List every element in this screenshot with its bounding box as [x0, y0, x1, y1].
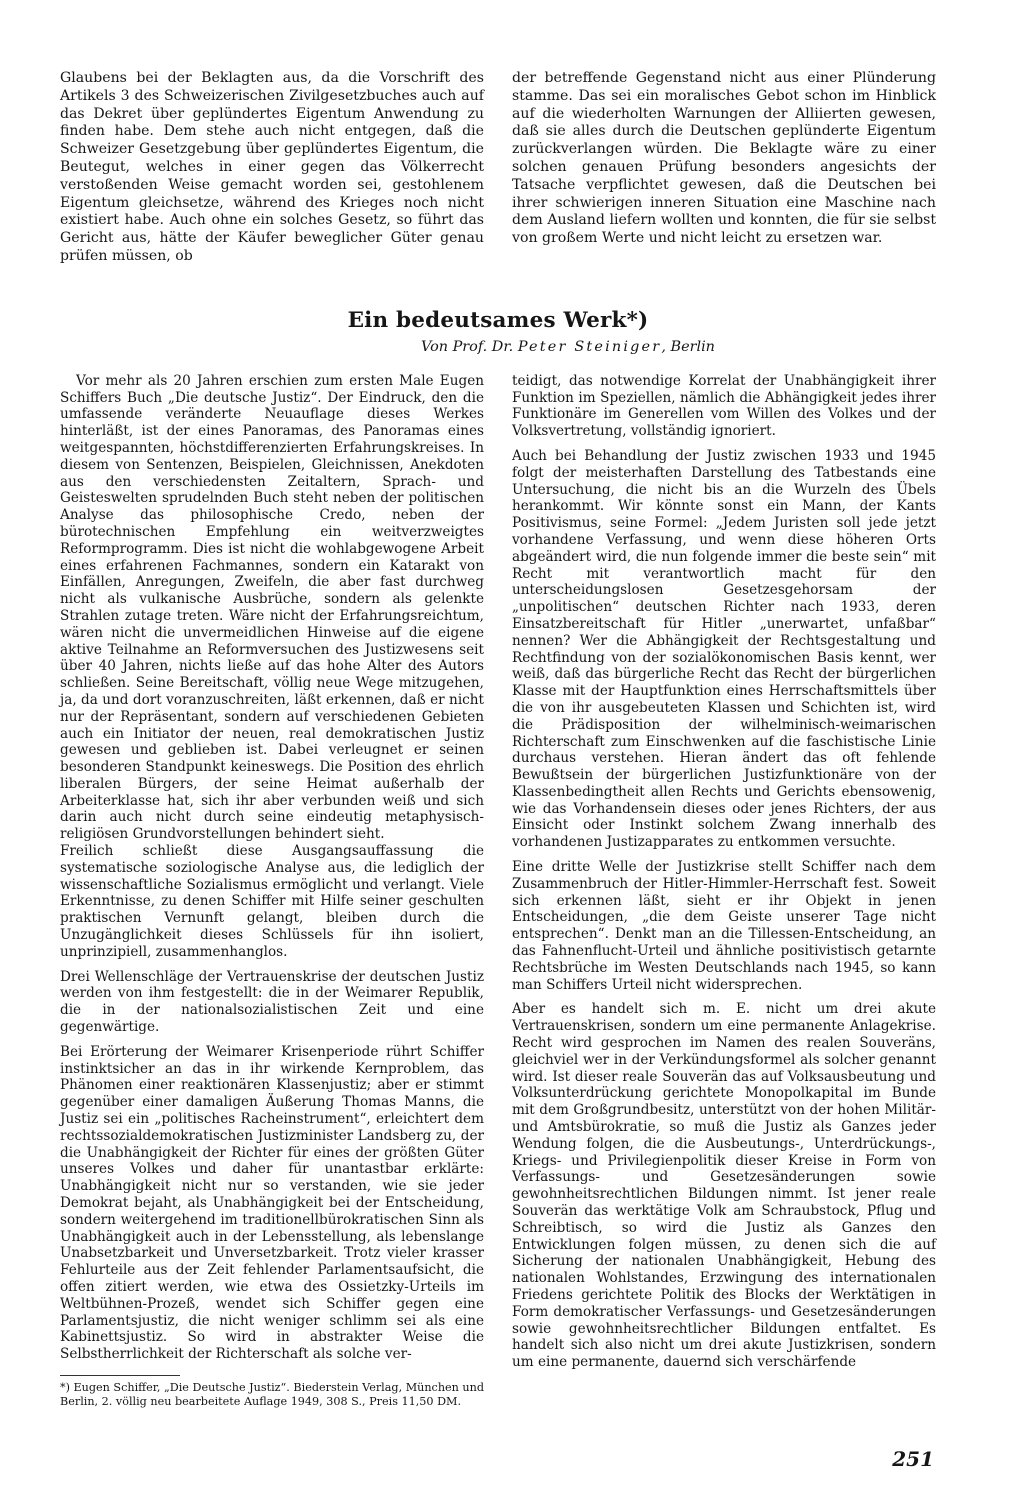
- article-paragraph: Auch bei Behandlung der Justiz zwischen 1933 und 1945 folgt der meisterhaften Darstellung des Tatbestands eine Untersuchung, die nicht bis an die Wurzeln des Übels herankommt. Wir könnte sonst ein Mann, der Kants Positivismus, seine Formel: „Jedem Juristen soll jede jetzt vorhandene Verfassung, und wenn diese höheren Orts abgeändert wird, die nun folgende immer die beste sein“ mit Recht mit verantwortlich macht für den unterscheidungslosen Gesetzesgehorsam der „unpolitischen“ deutschen Richter nach 1933, deren Einsatzbereitschaft für Hitler „unerwartet, unfaßbar“ nennen? Wer die Abhängigkeit der Rechtsgestaltung und Rechtfindung von der sozialökonomischen Basis kennt, wer weiß, daß das bürgerliche Recht das Recht der bürgerlichen Klasse mit der Hauptfunktion eines Herrschaftsmittels über die von ihr ausgebeuteten Klassen und Schichten ist, wird die Prädisposition der wilhelminisch-weimarischen Richterschaft zum Einschwenken auf die faschistische Linie durchaus verstehen. Hieran ändert das oft fehlende Bewußtsein der bürgerlichen Justizfunktionäre von der Klassenbedingtheit allen Rechts und Gerichts ebensowenig, wie das Vorhandensein dieses oder jenes Richters, der aus Einsicht oder Instinkt solchem Zwang innerhalb des vorhandenen Justizapparates zu entkommen versuchte.: [512, 447, 936, 851]
- article-paragraph: Aber es handelt sich m. E. nicht um drei akute Vertrauenskrisen, sondern um eine permanente Anlagekrise. Recht wird gesprochen im Namen des realen Souveräns, gleichviel wer in der Verkündungsformel als solcher genannt wird. Ist dieser reale Souverän das auf Volksausbeutung und Volksunterdrückung gerichtete Monopolkapital im Bunde mit dem Großgrundbesitz, unterstützt von der hohen Militär- und Amtsbürokratie, so muß die Justiz als Ganzes jeder Wendung folgen, die die Ausbeutungs-, Unterdrückungs-, Kriegs- und Privilegienpolitik dieser Kreise in Form von Verfassungs- und Gesetzesänderungen sowie gewohnheitsrechtlichen Bildungen nimmt. Ist jener reale Souverän das werktätige Volk am Schraubstock, Pflug und Schreibtisch, so wird die Justiz als Ganzes den Entwicklungen folgen müssen, zu denen sich die auf Sicherung der nationalen Unabhängigkeit, Hebung des nationalen Wohlstandes, Erzwingung des internationalen Friedens gerichtete Politik des Blocks der Werktätigen in Form demokratischer Verfassungs- und Gesetzesänderungen sowie gewohnheitsrechtlicher Bildungen entfaltet. Es handelt sich also nicht um drei akute Justizkrisen, sondern um eine permanente, dauernd sich verschärfende: [512, 1001, 936, 1371]
- article-paragraph: Bei Erörterung der Weimarer Krisenperiode rührt Schiffer instinktsicher an das in ihr wirkende Kernproblem, das Phänomen einer reaktionären Klassenjustiz; aber er stimmt gegenüber einer damaligen Äußerung Thomas Manns, die Justiz sei ein „politisches Racheinstrument“, erleichtert dem rechtssozialdemokratischen Justizminister Landsberg zu, der die Unabhängigkeit der Richter für eines der größten Güter unseres Volkes und daher für unantastbar erklärte: Unabhängigkeit nicht nur so verstanden, wie sie jeder Demokrat bejaht, als Unabhängigkeit bei der Entscheidung, sondern weitergehend im traditionellbürokratischen Sinn als Unabhängigkeit auch in der Lebensstellung, als lebenslange Unabsetzbarkeit und Unversetzbarkeit. Trotz vieler krasser Fehlurteile aus der Zeit fehlender Parlamentsaufsicht, die offen zitiert werden, wie etwa des Ossietzky-Urteils im Weltbühnen-Prozeß, wendet sich Schiffer gegen eine Parlamentsjustiz, die nicht weniger schlimm sei als eine Kabinettsjustiz. So wird in abstrakter Weise die Selbstherrlichkeit der Richterschaft als solche ver-: [60, 1043, 484, 1363]
- article-right-column: [512, 373, 936, 1409]
- article-paragraph: teidigt, das notwendige Korrelat der Unabhängigkeit ihrer Funktion im Speziellen, nämlich die Abhängigkeit jedes ihrer Funktionäre im Generellen vom Willen des Volkes und der Volksvertretung, vollständig ignoriert.: [512, 372, 936, 440]
- top-left-column: [60, 70, 484, 266]
- article-left-column: [60, 373, 484, 1409]
- byline-prefix: Von Prof. Dr.: [421, 338, 514, 355]
- top-right-paragraph: der betreffende Gegenstand nicht aus einer Plünderung stamme. Das sei ein moralisches Gebot schon im Hinblick auf die wiederholten Warnungen der Alliierten gewesen, daß sie alles durch die Deutschen geplünderte Eigentum zurückverlangen würden. Die Beklagte wäre zu einer solchen genauen Prüfung besonders angesichts der Tatsache verpflichtet gewesen, daß die Deutschen bei ihrer schwierigen inneren Situation eine Maschine nach dem Ausland liefern wollten und konnten, die für sie selbst von großem Werte und nicht leicht zu ersetzen war.: [512, 70, 936, 247]
- article-body: [60, 373, 936, 1409]
- top-left-paragraph: Glaubens bei der Beklagten aus, da die Vorschrift des Artikels 3 des Schweizerischen Zivilgesetzbuches auch auf das Dekret über geplündertes Eigentum Anwendung zu finden habe. Dem stehe auch nicht entgegen, daß die Schweizer Gesetzgebung über geplündertes Eigentum, die Beutegut, welches in einer gegen das Völkerrecht verstoßenden Weise gemacht worden sei, gestohlenem Eigentum gleichsetze, während des Krieges noch nicht existiert habe. Auch ohne ein solches Gesetz, so führt das Gericht aus, hätte der Käufer beweglicher Güter genau prüfen müssen, ob: [60, 70, 484, 264]
- article-paragraph: Drei Wellenschläge der Vertrauenskrise der deutschen Justiz werden von ihm festgestellt: die in der Weimarer Republik, die in der nationalsozialistischen Zeit und eine gegenwärtige.: [60, 968, 484, 1036]
- article-paragraph: Eine dritte Welle der Justizkrise stellt Schiffer nach dem Zusammenbruch der Hitler-Himmler-Herrschaft fest. Soweit sich erkennen läßt, sieht er ihr Objekt in jenen Entscheidungen, „die dem Geiste unserer Tage nicht entsprechen“. Denkt man an die Tillessen-Entscheidung, an das Fahnenflucht-Urteil und ähnliche positivistisch getarnte Rechtsbrüche im Westen Deutschlands nach 1945, so kann man Schiffers Urteil nicht widersprechen.: [512, 859, 936, 993]
- byline-suffix: , Berlin: [661, 338, 715, 355]
- article-byline: [60, 339, 936, 355]
- continued-text-block: [60, 70, 936, 266]
- byline-author: Peter Steiniger: [517, 338, 662, 355]
- article-paragraph: Vor mehr als 20 Jahren erschien zum ersten Male Eugen Schiffers Buch „Die deutsche Justiz“. Der Eindruck, den die umfassende veränderte Neuauflage dieses Werkes hinterläßt, ist der eines Panoramas, des Panoramas eines weitgespannten, höchstdifferenzierten Erfahrungskreises. In diesem von Sentenzen, Beispielen, Gleichnissen, Anekdoten aus den verschiedensten Zeitaltern, Sprach- und Geisteswelten sprudelnden Buch steht neben der politischen Analyse das philosophische Credo, neben der bürotechnischen Empfehlung ein weitverzweigtes Reformprogramm. Dies ist nicht die wohlabgewogene Arbeit eines erfahrenen Fachmannes, sondern ein Katarakt von Einfällen, Anregungen, Zweifeln, die aber fast durchweg nicht als vulkanische Ausbrüche, sondern als gelenkte Strahlen zutage treten. Wäre nicht der Erfahrungsreichtum, wären nicht die unvermeidlichen Hinweise auf die eigene aktive Teilnahme an Reformversuchen des Justizwesens seit über 40 Jahren, nichts ließe auf das hohe Alter des Autors schließen. Seine Bereitschaft, völlig neue Wege mitzugehen, ja, da und dort voranzuschreiten, läßt erkennen, daß er nicht nur der Repräsentant, sondern auf verschiedenen Gebieten auch ein Initiator der neuen, real demokratischen Justiz gewesen und geblieben ist. Dabei verleugnet er seinen besonderen Standpunkt keineswegs. Die Position des ehrlich liberalen Bürgers, der seine Heimat außerhalb der Arbeiterklasse hat, sich ihr aber verbunden weiß und sich darin auch nicht durch seine eindeutig metaphysisch-religiösen Grundvorstellungen behindert sieht.: [60, 372, 484, 843]
- page-number: 251: [892, 1447, 934, 1471]
- article-title: Ein bedeutsames Werk*): [347, 307, 649, 333]
- footnote: *) Eugen Schiffer, „Die Deutsche Justiz“. Biederstein Verlag, München und Berlin, 2. völlig neu bearbeitete Auflage 1949, 308 S., Preis 11,50 DM.: [60, 1380, 484, 1408]
- top-right-column: [512, 70, 936, 266]
- article-paragraph: Freilich schließt diese Ausgangsauffassung die systematische soziologische Analyse aus, die lediglich der wissenschaftliche Sozialismus ermöglicht und verlangt. Viele Erkenntnisse, zu denen Schiffer mit Hilfe seiner geschulten praktischen Vernunft gelangt, bleiben durch die Unzugänglichkeit dieses Schlüssels für ihn isoliert, unprinzipiell, zusammenhanglos.: [60, 843, 484, 960]
- footnote-divider: [60, 1375, 180, 1376]
- document-page: [60, 70, 936, 1409]
